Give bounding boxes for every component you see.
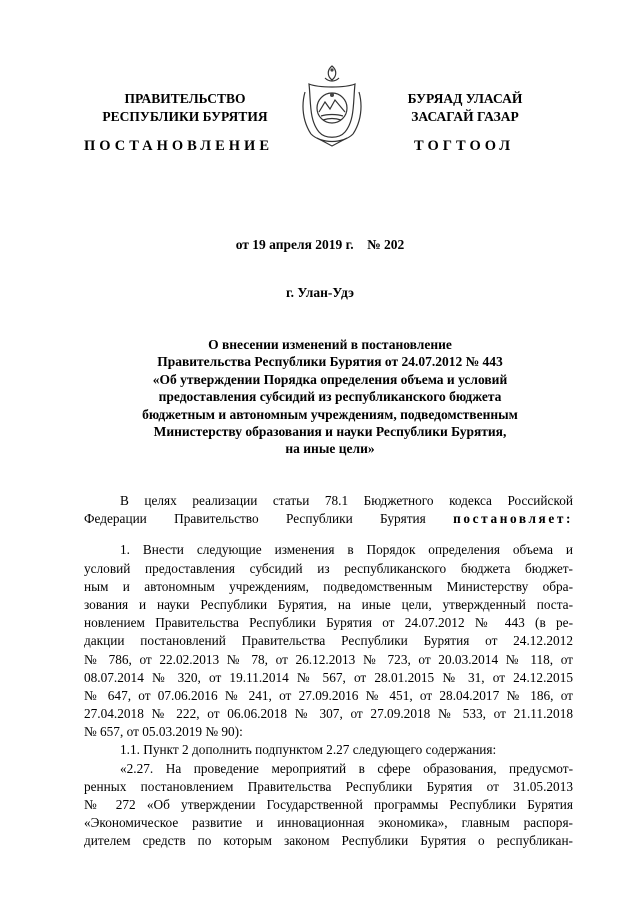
document-title — [100, 336, 560, 458]
paragraph-line: № 786, от 22.02.2013 № 78, от 26.12.2013 № 723, от 20.03.2014 № 118, от — [84, 651, 573, 667]
document-body — [84, 492, 573, 851]
header-right-line2: ЗАСАГАЙ ГАЗАР — [411, 109, 519, 124]
coat-of-arms-icon — [297, 62, 367, 148]
paragraph-1-1-line: 1.1. Пункт 2 дополнить подпунктом 2.27 следующего содержания: — [120, 742, 497, 758]
header-left-line2: РЕСПУБЛИКИ БУРЯТИЯ — [102, 109, 268, 124]
paragraph-line: условий предоставления субсидий из республиканского бюджета бюджет- — [84, 560, 573, 576]
preamble-line1: В целях реализации статьи 78.1 Бюджетного кодекса Российской — [120, 493, 573, 508]
paragraph-line: дакции постановлений Правительства Республики Бурятия от 24.12.2012 — [84, 633, 573, 649]
header-right-authority — [390, 90, 540, 126]
paragraph-line: новлением Правительства Республики Бурятия от 24.07.2012 № 443 (в ре- — [84, 615, 573, 631]
title-line: «Об утверждении Порядка определения объема и условий — [152, 371, 508, 387]
paragraph-line: «2.27. На проведение мероприятий в сфере образования, предусмот- — [120, 760, 573, 776]
paragraph-line: № 657, от 05.03.2019 № 90): — [84, 724, 243, 740]
title-line: бюджетным и автономным учреждениям, подведомственным — [142, 406, 518, 422]
header-left-line1: ПРАВИТЕЛЬСТВО — [124, 91, 246, 106]
preamble-text: Федерации Правительство Республики Бурятия — [84, 511, 426, 527]
preamble-keyword: постановляет: — [453, 511, 573, 527]
title-line: Министерству образования и науки Республики Бурятия, — [153, 424, 507, 440]
paragraph-line: № 272 «Об утверждении Государственной программы Республики Бурятия — [84, 797, 573, 812]
paragraph-line: зования и науки Республики Бурятия, на иные цели, утвержденный поста- — [84, 596, 573, 612]
title-line: предоставления субсидий из республиканского бюджета — [158, 389, 502, 405]
document-place: г. Улан-Удэ — [286, 285, 354, 300]
paragraph-line: ным и автономным учреждениям, подведомственным Министерству обра- — [84, 578, 573, 594]
document-date-number: от 19 апреля 2019 г. № 202 — [235, 237, 405, 252]
title-line: О внесении изменений в постановление — [208, 337, 452, 352]
header-left-authority — [100, 90, 270, 126]
doc-type-right: ТОГТООЛ — [414, 138, 515, 154]
preamble-line2 — [84, 510, 573, 528]
paragraph-line: № 647, от 07.06.2016 № 241, от 27.09.2016 № 451, от 28.04.2017 № 186, от — [84, 687, 573, 703]
paragraph-line: 27.04.2018 № 222, от 06.06.2018 № 307, от 27.09.2018 № 533, от 21.11.2018 — [84, 706, 573, 722]
paragraph-line: 08.07.2014 № 320, от 19.11.2014 № 567, от 28.01.2015 № 31, от 24.12.2015 — [84, 669, 573, 685]
doc-type-left: ПОСТАНОВЛЕНИЕ — [84, 138, 274, 154]
title-line: Правительства Республики Бурятия от 24.07.2012 № 443 — [157, 354, 503, 370]
paragraph-line: дителем средств по которым законом Республики Бурятия о республикан- — [84, 833, 573, 849]
paragraph-line: 1. Внести следующие изменения в Порядок определения объема и — [120, 542, 573, 558]
header-right-line1: БУРЯАД УЛАСАЙ — [407, 91, 523, 106]
title-line: на иные цели» — [285, 441, 375, 457]
paragraph-line: ренных постановлением Правительства Республики Бурятия от 31.05.2013 — [84, 778, 573, 794]
paragraph-line: «Экономическое развитие и инновационная экономика», главным распоря- — [84, 815, 573, 831]
